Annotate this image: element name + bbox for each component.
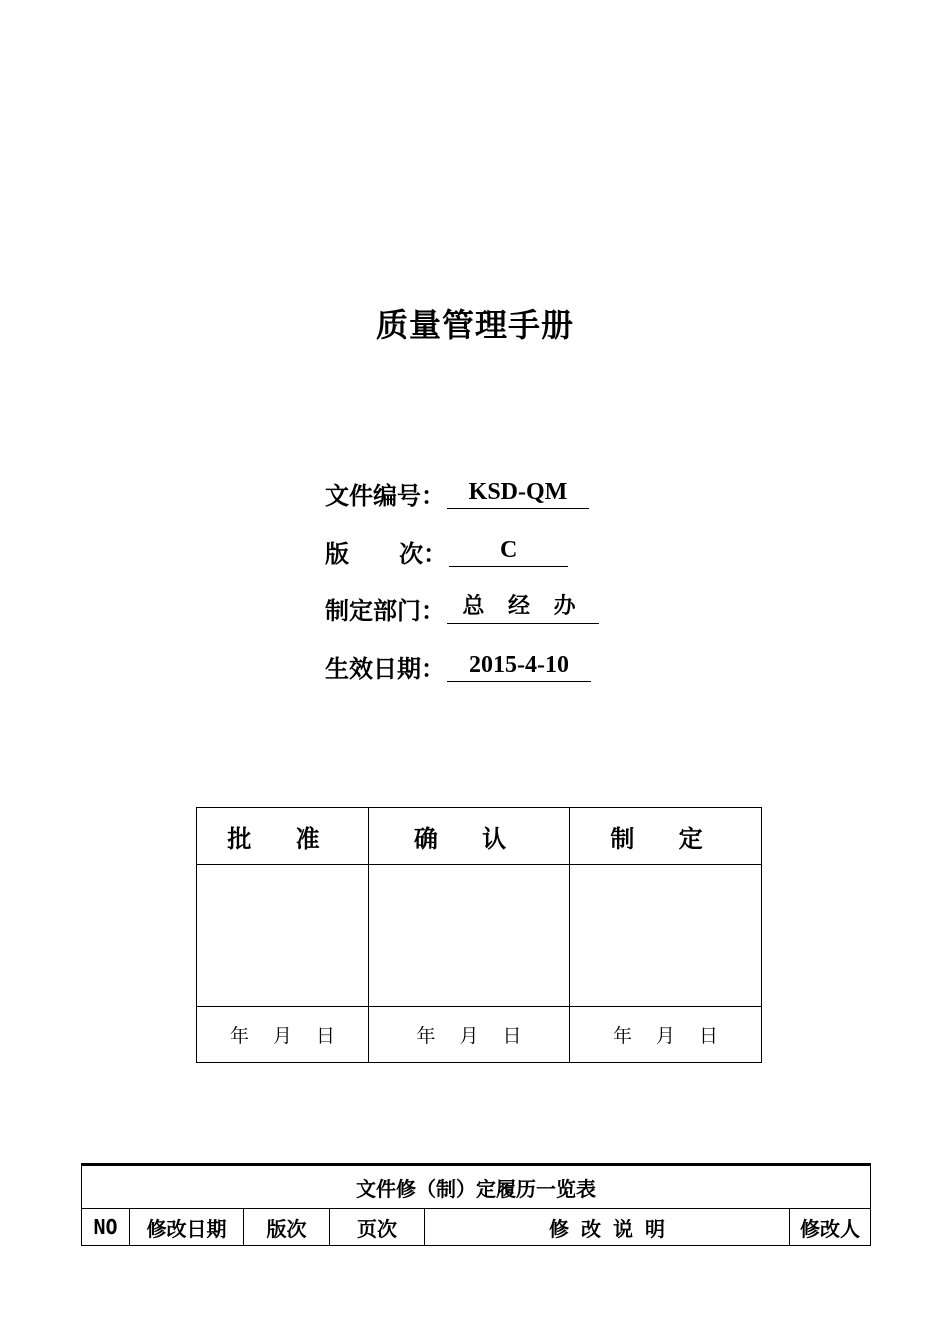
history-col-editor: 修改人: [790, 1209, 871, 1246]
history-title-row: [82, 1165, 871, 1209]
date-month-label: 月: [655, 1025, 675, 1047]
approval-header-prepare: 制 定: [570, 808, 762, 865]
history-title: 文件修（制）定履历一览表: [82, 1165, 871, 1209]
info-label-department: 制定部门：: [325, 597, 445, 625]
document-title: 质量管理手册: [375, 306, 574, 344]
history-col-page: 页次: [330, 1209, 425, 1246]
info-label-effective-date: 生效日期：: [325, 654, 445, 683]
info-row-doc-number: [325, 476, 599, 534]
approval-signature-prepare: [570, 865, 762, 1007]
date-year-label: 年: [416, 1025, 436, 1047]
approval-date-prepare: [570, 1007, 762, 1063]
info-value-department: 总 经 办: [447, 591, 599, 624]
approval-date-row: [197, 1007, 762, 1063]
approval-signature-approve: [197, 865, 369, 1007]
approval-header-approve: 批 准: [197, 808, 369, 865]
info-row-effective-date: [325, 649, 599, 707]
revision-history-table: [81, 1163, 871, 1246]
approval-signature-confirm: [369, 865, 570, 1007]
date-month-label: 月: [459, 1025, 479, 1047]
approval-header-row: [197, 808, 762, 865]
history-col-date: 修改日期: [130, 1209, 244, 1246]
history-col-no: NO: [82, 1209, 130, 1246]
info-label-revision: 版 次：: [325, 539, 448, 568]
history-col-revision: 版次: [244, 1209, 330, 1246]
approval-date-confirm: [369, 1007, 570, 1063]
date-month-label: 月: [272, 1025, 292, 1047]
history-col-description: 修 改 说 明: [425, 1209, 790, 1246]
date-day-label: 日: [699, 1025, 719, 1047]
approval-table: [196, 807, 762, 1063]
info-row-department: [325, 591, 599, 649]
history-header-row: [82, 1209, 871, 1246]
date-day-label: 日: [316, 1025, 336, 1047]
date-year-label: 年: [612, 1025, 632, 1047]
approval-signature-row: [197, 865, 762, 1007]
approval-header-confirm: 确 认: [369, 808, 570, 865]
approval-date-approve: [197, 1007, 369, 1063]
document-info: [325, 476, 599, 706]
date-year-label: 年: [229, 1025, 249, 1047]
info-row-revision: [325, 534, 599, 592]
info-value-effective-date: 2015-4-10: [447, 649, 591, 682]
info-value-revision: C: [449, 534, 568, 567]
date-day-label: 日: [502, 1025, 522, 1047]
info-label-doc-number: 文件编号：: [325, 482, 445, 510]
info-value-doc-number: KSD-QM: [447, 476, 589, 509]
